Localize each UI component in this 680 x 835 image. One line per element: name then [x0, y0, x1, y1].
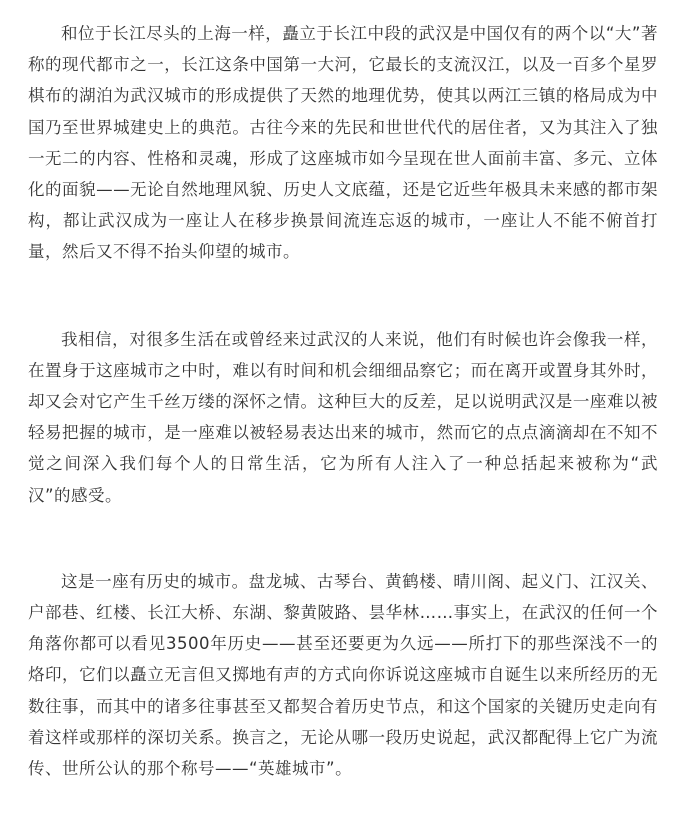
article-body — [28, 18, 658, 784]
paragraph-1: 和位于长江尽头的上海一样，矗立于长江中段的武汉是中国仅有的两个以“大”著称的现代都市之一，长江这条中国第一大河，它最长的支流汉江，以及一百多个星罗棋布的湖泊为武汉城市的形成提供了天然的地理优势，使其以两江三镇的格局成为中国乃至世界城建史上的典范。古往今来的先民和世世代代的居住者，又为其注入了独一无二的内容、性格和灵魂，形成了这座城市如今呈现在世人面前丰富、多元、立体化的面貌——无论自然地理风貌、历史人文底蕴，还是它近些年极具未来感的都市架构，都让武汉成为一座让人在移步换景间流连忘返的城市，一座让人不能不俯首打量，然后又不得不抬头仰望的城市。 — [28, 24, 658, 262]
paragraph-2: 我相信，对很多生活在或曾经来过武汉的人来说，他们有时候也许会像我一样，在置身于这座城市之中时，难以有时间和机会细细品察它；而在离开或置身其外时，却又会对它产生千丝万缕的深怀之情。这种巨大的反差，足以说明武汉是一座难以被轻易把握的城市，是一座难以被轻易表达出来的城市，然而它的点点滴滴却在不知不觉之间深入我们每个人的日常生活，它为所有人注入了一种总括起来被称为“武汉”的感受。 — [28, 329, 658, 505]
paragraph-3: 这是一座有历史的城市。盘龙城、古琴台、黄鹤楼、晴川阁、起义门、江汉关、户部巷、红楼、长江大桥、东湖、黎黄陂路、昙华林……事实上，在武汉的任何一个角落你都可以看见3500年历史——甚至还要更为久远——所打下的那些深浅不一的烙印，它们以矗立无言但又掷地有声的方式向你诉说这座城市自诞生以来所经历的无数往事，而其中的诸多往事甚至又都契合着历史节点，和这个国家的关键历史走向有着这样或那样的深切关系。换言之，无论从哪一段历史说起，武汉都配得上它广为流传、世所公认的那个称号——“英雄城市”。 — [28, 571, 658, 779]
